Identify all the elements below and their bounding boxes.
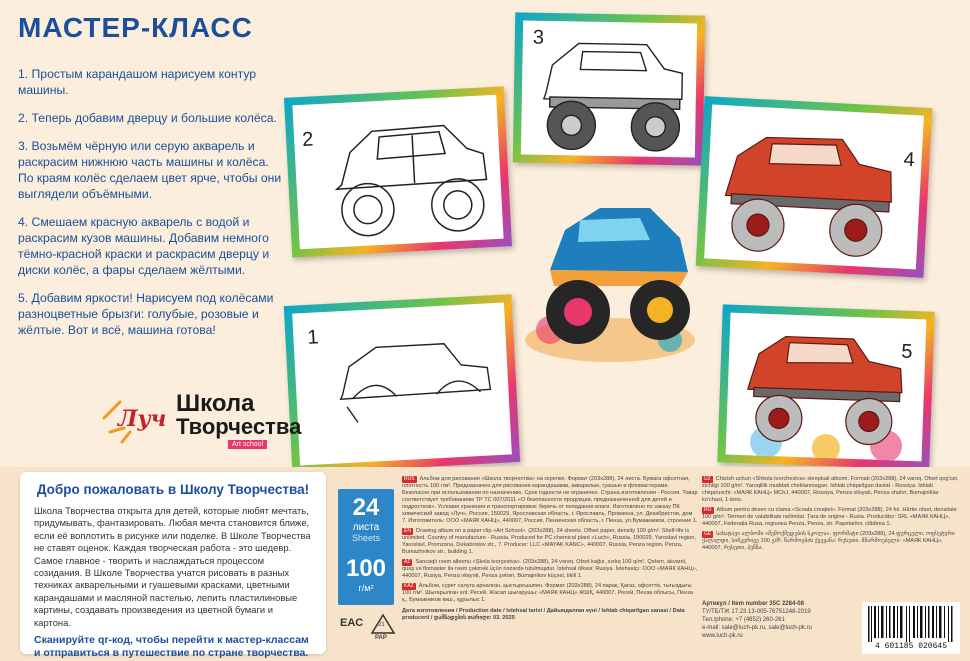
recycle-label: PAP xyxy=(375,635,387,641)
paper-density: 100 xyxy=(345,555,387,582)
sheets-badge xyxy=(338,489,394,605)
info-en: Drawing album on a paper clip «Art School». (203x288), 24 sheets. Offset paper, density 100 g/m². Shelf-life is unlimited. Country of manufacture - Russia. Produced for PC chemical plant «Luch», Russia, 150029, Yaroslavl region, Yaroslavl, Promzona, Dekabristov str., 7. Producer: LLC «MAYAK KANC», 440007, Russia, Penza region, Penza, Bumazhnikov str., building 1. xyxy=(402,528,696,555)
sheet-label-ru: листа xyxy=(352,522,380,533)
card-number: 4 xyxy=(902,148,916,172)
barcode-number: 4 601185 020645 xyxy=(874,642,947,651)
phone: Тел./phone: +7 (4852) 260-261 xyxy=(702,617,785,623)
page-title: МАСТЕР-КЛАСС xyxy=(18,12,253,43)
step-3: 3. Возьмём чёрную или серую акварель и раскрасим нижнюю часть машины и колёса. По краям колёс сделаем цвет ярче, чтобы они выглядели объёмными. xyxy=(18,139,282,201)
card-number: 5 xyxy=(900,340,913,363)
info-rus: Альбом для рисования «Школа творчества» на скрепке. Формат (203x288), 24 листа. Бумага офсетная, плотность 100 г/м². Предназначен для рисования карандашами, акварелью, гуашью и фломастерами. Безопасно при использовании по назначению. Срок годности не ограничен. Страна изготовления - Россия. Товар соответствует требованиям ТР ТС 007/2011 «О безопасности продукции, предназначенной для детей и подростков». Условия хранения и транспортировки: беречь от попадания влаги. Изготовлено по заказу ПК химический завод «Луч», Россия, 150029, Ярославская область, г. Ярославль, Промзона, ул. Декабристов, дом 7. Изготовитель: ООО «МАЯК КАНЦ», 440007, Россия, Пензенская область, г. Пенза, ул.Бумажников, строение 1. xyxy=(402,476,698,524)
info-uz: Chizish uchun «Shkola tvorchestva» skrepkali albomi. Formati (203x288), 24 varoq. Ofset qog'ozi, zichligi 100 g/m². Yaroqlilik muddati cheklanmagan. Ishlab chiqarilgan davlat - Rossiya. Ishlab chiqaruvchi: «МАЯК КАНЦ» MChJ, 440007, Rossiya, Penza viloyati, Penza shahri, Bumajniklar ko'chasi, 1-bino. xyxy=(702,476,959,503)
truck-shaded-drawing xyxy=(521,20,697,157)
truck-outline-drawing xyxy=(292,95,503,249)
production-date: Дата изготовления / Production date / Istehsal tarixi / Дайындалған күні / Ishlab chiqarilgan sanasi / Data producerii / დამზადების თარიღი: 03. 2025 xyxy=(402,608,685,621)
step-4: 4. Смешаем красную акварель с водой и раскрасим кузов машины. Добавим немного тёмно-красной краски и раскрасим дверцу и диски колёс, а фары сделаем жёлтыми. xyxy=(18,215,270,277)
density-unit: г/м² xyxy=(358,583,374,593)
welcome-heading: Добро пожаловать в Школу Творчества! xyxy=(36,482,310,497)
website: www.luch-pk.ru xyxy=(702,633,743,639)
welcome-body: Школа Творчества открыта для детей, которые любят мечтать, придумывать, фантазировать. Любая мечта становится ближе, если её воплотить в рисунке или поделке. В Школе Творчества не ставят оценок. Каждая творческая работа - это шедевр. Самое главное - творить и наслаждаться процессом созидания. В Школе Творчества учатся рисовать в разных техниках акварельными и гуашевыми красками, цветными карандашами и масляной пастелью, лепить пластилиновые картины, создавать произведения из цветной бумаги и картона. xyxy=(34,505,311,628)
recycle-number: 21 xyxy=(378,622,385,628)
info-ge: სახატავი ალბომი «შემოქმედების სკოლა». ფორმატი (203x288), 24 ფურცელი. ოფსეტური ქაღალდი, სიმკვრივე 100 გ/მ². წარმოების ქვეყანა: რუსეთი. მწარმოებელი: «МАЯК КАНЦ», 440007, რუსეთი, პენზა. xyxy=(702,531,955,551)
step-card-5 xyxy=(717,304,934,469)
step-5: 5. Добавим яркости! Нарисуем под колёсами разноцветные брызги: голубые, розовые и жёлтые. Вот и всё, машина готова! xyxy=(18,291,274,337)
article-number: Артикул / Item number 35С 2284-08 xyxy=(702,601,804,607)
info-az: Sancaqlı rəsm albomu «Şkola tvorçestva». (203x288), 24 vərəq. Ofset kağız, sıxlıq 100 q/m². Qələm, akvarel, quaş və flomaster ilə rəsm çəkmək üçün nəzərdə tutulmuşdur. İstehsal ölkəsi: Rusiya. İstehsalçı: ООО «МАЯК КАНЦ», 440007, Rusiya, Penza vilayəti, Penza şəhəri, Bumajnikov küçəsi, tikili 1. xyxy=(402,559,698,579)
card-number: 1 xyxy=(306,326,320,349)
barcode xyxy=(862,602,960,654)
sheet-count: 24 xyxy=(352,494,380,521)
info-ro: Album pentru desen cu clama «Scoala creației». Format (203x288), 24 foi. Hârtie ofset, densitate 100 g/m². Termen de valabilitate nelimitat. Țara de origine - Rusia. Producător: SRL «МАЯК КАНЦ», 440007, Federația Rusa, regiunea Penza, Penza, str. Papetarilor, clădirea 1. xyxy=(702,507,957,527)
svg-text:Луч: Луч xyxy=(118,406,167,432)
card-number: 3 xyxy=(532,26,545,49)
monster-truck-illustration xyxy=(520,190,700,370)
welcome-box xyxy=(20,472,326,660)
logo-line-1: Школа xyxy=(176,390,255,417)
logo-line-2: Творчества xyxy=(176,414,302,439)
barcode-icon xyxy=(862,602,960,644)
info-column-right: UZ Chizish uchun «Shkola tvorchestva» skrepkali albomi. Formati (203x288), 24 varoq. Ofset qog'ozi, zichligi 100 g/m². Yaroqlilik muddati cheklanmagan. Ishlab chiqarilgan davlat - Rossiya. Ishlab chiqaruvchi: «МАЯК КАНЦ» MChJ, 440007, Rossiya, Penza viloyati, Penza shahri, Bumajniklar ko'chasi, 1-bino. RO Album pentru desen cu clama «Scoala creației». Format (203x288), 24 foi. Hârtie ofset, densitate 100 g/m². Termen de valabilitate nelimitat. Țara de origine - Rusia. Producător: SRL «МАЯК КАНЦ», 440007, Federația Rusa, regiunea Penza, Penza, str. Papetarilor, clădirea 1. GE სახატავი ალბომი «შემოქმედების სკოლა». ფორმატი (203x288), 24 ფურცელი. ოფსეტური ქაღალდი, სიმკვრივე 100 გ/მ². წარმოების ქვეყანა: რუსეთი. მწარმოებელი: «МАЯК КАНЦ», 440007, რუსეთი, პენზა. xyxy=(702,476,959,551)
info-kk: Альбом, сурет салуға арналған, қыстырғышпен. Формат (203x288), 24 парақ. Қағаз, офсеттік, тығыздығы 100 г/м². Шығарылған елі: Ресей. Жасап шығарушы: «МАЯК КАНЦ» ЖШҚ, 440007, Ресей, Пенза облысы, Пенза қ., Бумажников көш., құрылыс 1. xyxy=(402,583,693,603)
school-logo xyxy=(100,382,300,462)
truck-red-drawing xyxy=(704,105,924,270)
step-card-1 xyxy=(284,294,520,474)
sheet-label-en: Sheets xyxy=(351,533,381,543)
logo-tag: Art school xyxy=(228,440,267,449)
info-column-left: RUS Альбом для рисования «Школа творчества» на скрепке. Формат (203x288), 24 листа. Бумага офсетная, плотность 100 г/м². Предназначен для рисования карандашами, акварелью, гуашью и фломастерами. Безопасно при использовании по назначению. Срок годности не ограничен. Страна изготовления - Россия. Товар соответствует требованиям ТР ТС 007/2011 «О безопасности продукции, предназначенной для детей и подростков». Условия хранения и транспортировки: беречь от попадания влаги. Изготовлено по заказу ПК химический завод «Луч», Россия, 150029, Ярославская область, г. Ярославль, Промзона, ул. Декабристов, дом 7. Изготовитель: ООО «МАЯК КАНЦ», 440007, Россия, Пензенская область, г. Пенза, ул.Бумажников, строение 1. EN Drawing album on a paper clip «Art School». (203x288), 24 sheets. Offset paper, density 100 g/m². Shelf-life is unlimited. Country of manufacture - Russia. Produced for PC chemical plant «Luch», Russia, 150029, Yaroslavl region, Yaroslavl, Promzona, Dekabristov str., 7. Producer: LLC «MAYAK KANC», 440007, Russia, Penza region, Penza, Bumazhnikov str., building 1. AZ Sancaqlı rəsm albomu «Şkola tvorçestva». (203x288), 24 vərəq. Ofset kağız, sıxlıq 100 q/m². Qələm, akvarel, quaş və flomaster ilə rəsm çəkmək üçün nəzərdə tutulmuşdur. İstehsal ölkəsi: Rusiya. İstehsalçı: ООО «МАЯК КАНЦ», 440007, Rusiya, Penza vilayəti, Penza şəhəri, Bumajnikov küçəsi, tikili 1. KAZ Альбом, сурет салуға арналған, қыстырғышпен. Формат (203x288), 24 парақ. Қағаз, офсеттік, тығыздығы 100 г/м². Шығарылған елі: Ресей. Жасап шығарушы: «МАЯК КАНЦ» ЖШҚ, 440007, Ресей, Пенза облысы, Пенза қ., Бумажников көш., құрылыс 1. Дата изготовления / Production date / Istehsal tarixi / Дайындалған күні / Ishlab chiqarilgan sanasi / Data producerii / დამზადების თარიღი: 03. 2025 xyxy=(402,476,698,621)
steps-list xyxy=(18,66,286,350)
tu-code: ТУ/ТБ/ТЖ 17.23.13-005-76751248-2019 xyxy=(702,609,811,615)
step-card-3 xyxy=(513,12,706,165)
step-2: 2. Теперь добавим дверцу и большие колёса. xyxy=(18,111,277,125)
email: e-mail: sale@luch-pk.ru, sale@luch-pk.ru xyxy=(702,625,812,631)
truck-final-drawing xyxy=(726,313,927,462)
contact-block xyxy=(702,600,862,640)
eac-mark-icon: EAC xyxy=(340,617,364,629)
step-1: 1. Простым карандашом нарисуем контур машины. xyxy=(18,67,257,97)
truck-sketch-drawing xyxy=(292,303,512,466)
recycle-icon xyxy=(370,613,396,643)
step-card-4 xyxy=(696,96,933,278)
card-number: 2 xyxy=(301,128,314,151)
welcome-cta: Сканируйте qr-код, чтобы перейти к мастер-классам и отправиться в путешествие по стране творчества. xyxy=(34,634,309,660)
step-card-2 xyxy=(284,86,512,257)
